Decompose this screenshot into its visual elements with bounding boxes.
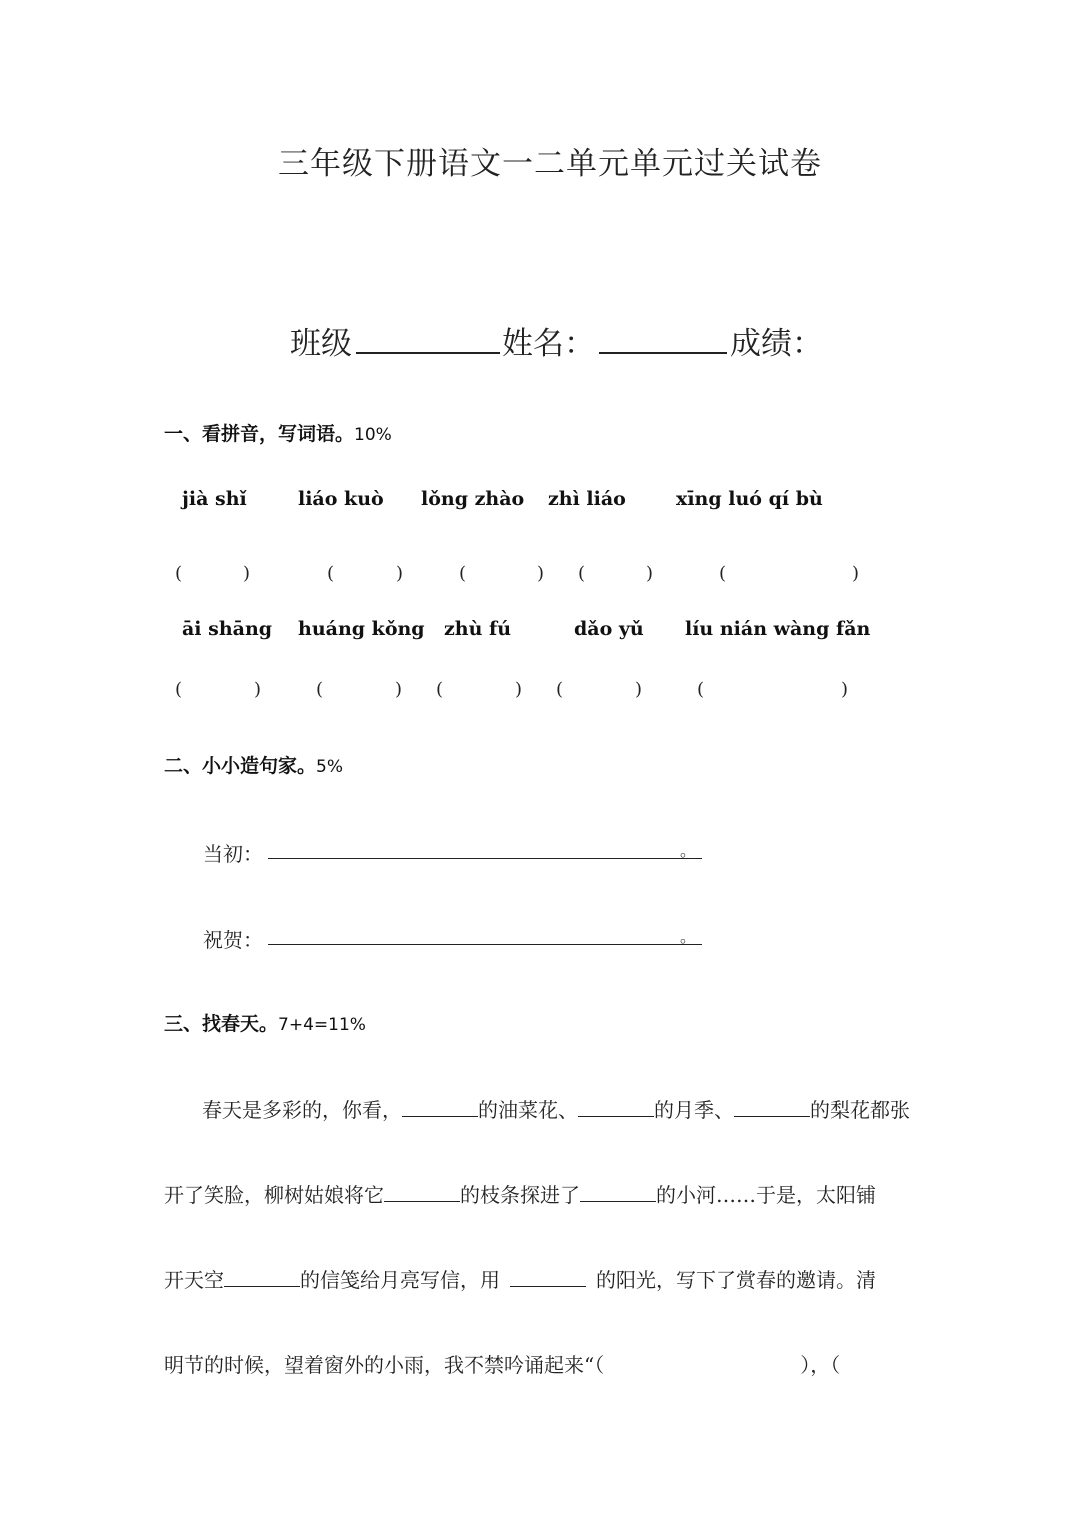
fill-blank-6[interactable]	[224, 1264, 300, 1287]
answer-paren-close: )	[646, 563, 654, 584]
section1-title: 一、看拼音，写词语。	[164, 423, 355, 445]
pinyin-2: liáo kuò	[298, 488, 384, 510]
answer-paren-open: (	[459, 563, 467, 584]
answer-paren-open: (	[719, 563, 727, 584]
pinyin-3: lǒng zhào	[421, 488, 525, 510]
text-segment: 的梨花都张	[810, 1098, 910, 1122]
answer-box-8[interactable]	[445, 676, 513, 702]
answer-paren-close: )	[852, 563, 860, 584]
answer-box-7[interactable]	[325, 676, 393, 702]
answer-paren-open: (	[578, 563, 586, 584]
text-segment: 的小河……于是，太阳铺	[656, 1183, 876, 1207]
answer-paren-open: (	[556, 679, 564, 700]
pinyin-7: huáng kǒng	[298, 618, 425, 640]
pinyin-8: zhù fú	[444, 618, 512, 640]
section2-title: 二、小小造句家。	[164, 755, 317, 777]
pinyin-10: líu nián wàng fǎn	[685, 618, 871, 640]
sentence-end-mark-1: 。	[680, 841, 697, 860]
text-segment: 开天空	[164, 1268, 224, 1292]
text-segment: 明节的时候，望着窗外的小雨，我不禁吟诵起来“（	[164, 1353, 605, 1377]
pinyin-1: jià shǐ	[182, 488, 247, 510]
paragraph-line-3	[164, 1264, 924, 1293]
fill-blank-3[interactable]	[734, 1094, 810, 1117]
pinyin-9: dǎo yǔ	[574, 618, 644, 640]
section2-heading	[164, 751, 343, 778]
answer-box-3[interactable]	[468, 560, 534, 586]
page-title: 三年级下册语文一二单元单元过关试卷	[278, 146, 822, 182]
answer-paren-close: )	[254, 679, 262, 700]
answer-paren-open: (	[697, 679, 705, 700]
answer-paren-close: )	[537, 563, 545, 584]
score-label: 成绩：	[730, 326, 823, 362]
answer-box-2[interactable]	[336, 560, 394, 586]
answer-box-1[interactable]	[184, 560, 240, 586]
paragraph-line-2	[164, 1179, 924, 1208]
answer-paren-close: )	[635, 679, 643, 700]
answer-paren-close: )	[395, 679, 403, 700]
answer-paren-open: (	[327, 563, 335, 584]
text-segment: 的月季、	[654, 1098, 734, 1122]
pinyin-6: āi shāng	[182, 618, 273, 640]
answer-paren-close: )	[243, 563, 251, 584]
text-segment: ），（	[800, 1353, 841, 1377]
text-segment: 开了笑脸，柳树姑娘将它	[164, 1183, 384, 1207]
sentence-answer-line-1[interactable]	[268, 858, 702, 859]
fill-blank-7[interactable]	[510, 1264, 586, 1287]
sentence-end-mark-2: 。	[680, 927, 697, 946]
sentence-answer-line-2[interactable]	[268, 944, 702, 945]
text-segment: 的阳光，写下了赏春的邀请。清	[596, 1268, 876, 1292]
fill-blank-1[interactable]	[402, 1094, 478, 1117]
answer-box-4[interactable]	[587, 560, 643, 586]
section3-title: 三、找春天。	[164, 1013, 279, 1035]
paragraph-line-1	[164, 1094, 924, 1123]
class-blank[interactable]	[356, 322, 500, 354]
pinyin-4: zhì liáo	[548, 488, 626, 510]
section3-points: 7+4=11%	[278, 1015, 366, 1035]
name-blank[interactable]	[599, 322, 727, 354]
answer-paren-close: )	[396, 563, 404, 584]
section2-points: 5%	[316, 757, 343, 777]
name-label: 姓名：	[502, 326, 595, 362]
fill-blank-5[interactable]	[580, 1179, 656, 1202]
sentence-label-2: 祝贺：	[203, 928, 263, 952]
answer-box-6[interactable]	[184, 676, 252, 702]
section1-heading	[164, 419, 392, 446]
answer-paren-open: (	[175, 563, 183, 584]
fill-blank-2[interactable]	[578, 1094, 654, 1117]
answer-paren-open: (	[316, 679, 324, 700]
answer-paren-close: )	[841, 679, 849, 700]
answer-paren-close: )	[515, 679, 523, 700]
text-segment: 的油菜花、	[478, 1098, 578, 1122]
text-segment: 春天是多彩的，你看，	[202, 1098, 402, 1122]
answer-box-9[interactable]	[565, 676, 633, 702]
text-segment: 的枝条探进了	[460, 1183, 580, 1207]
answer-paren-open: (	[436, 679, 444, 700]
sentence-label-1: 当初：	[203, 842, 263, 866]
answer-box-10[interactable]	[706, 676, 838, 702]
text-segment: 的信笺给月亮写信，用	[300, 1268, 500, 1292]
answer-box-5[interactable]	[728, 560, 850, 586]
section3-heading	[164, 1009, 366, 1036]
fill-blank-4[interactable]	[384, 1179, 460, 1202]
class-label: 班级	[290, 326, 352, 362]
paragraph-line-4	[164, 1349, 924, 1378]
pinyin-5: xīng luó qí bù	[676, 488, 823, 510]
answer-paren-open: (	[175, 679, 183, 700]
section1-points: 10%	[354, 425, 392, 445]
